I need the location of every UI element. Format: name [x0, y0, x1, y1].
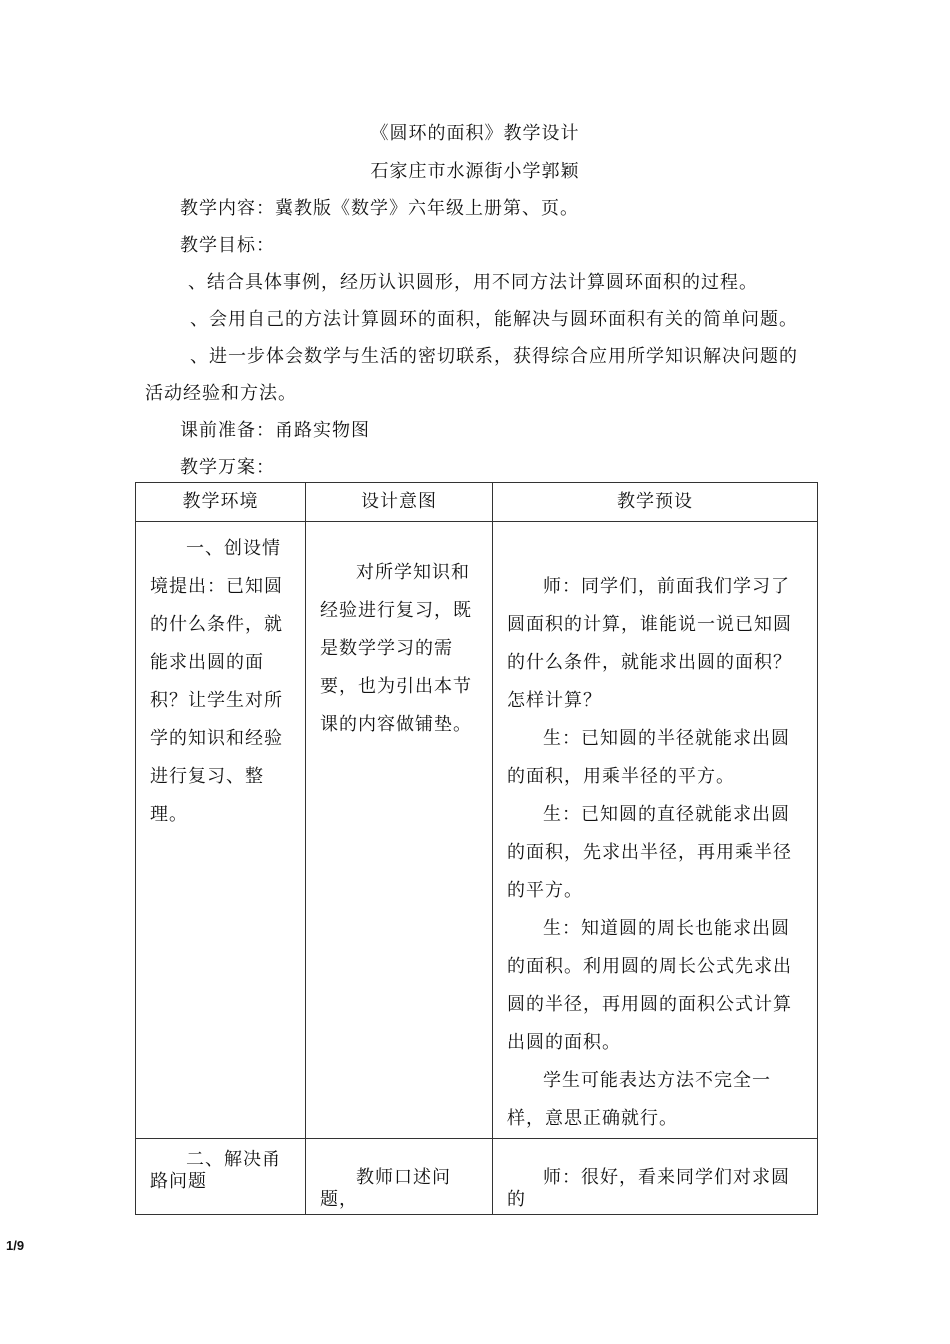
row2-intent-cell: [306, 1139, 493, 1215]
row1-environment-text: 一、创设情境提出：已知圆的什么条件，就能求出圆的面积？让学生对所学的知识和经验进行复习、整理。: [150, 538, 283, 825]
dialogue-teacher: 师：同学们，前面我们学习了圆面积的计算，谁能说一说已知圆的什么条件，就能求出圆的面积？怎样计算？: [507, 576, 792, 711]
teaching-plan-table: [135, 482, 818, 1215]
row2-preset-text: 师：很好，看来同学们对求圆的: [507, 1167, 790, 1210]
header-intent: 设计意图: [306, 483, 493, 522]
page-number: 1/9: [6, 1238, 25, 1253]
row2-environment-cell: [136, 1139, 306, 1215]
row2-environment-text: 二、解决甬路问题: [150, 1149, 281, 1192]
doc-title: 《圆环的面积》教学设计: [370, 123, 580, 144]
row1-environment-cell: [136, 522, 306, 1139]
doc-author: 石家庄市水源街小学郭颖: [370, 161, 580, 182]
teaching-content: 教学内容：冀教版《数学》六年级上册第、页。: [180, 198, 579, 219]
row1-intent-text: 对所学知识和经验进行复习，既是数学学习的需要，也为引出本节课的内容做铺垫。: [320, 562, 472, 735]
header-environment: 教学环境: [136, 483, 306, 522]
goals-heading: 教学目标：: [180, 235, 275, 256]
row2-intent-text: 教师口述问题，: [320, 1167, 451, 1210]
dialogue-student-3: 生：知道圆的周长也能求出圆的面积。利用圆的周长公式先求出圆的半径，再用圆的面积公式计算出圆的面积。: [507, 918, 792, 1053]
row1-preset-cell: [493, 522, 818, 1139]
table-row: [136, 1139, 818, 1215]
preparation: 课前准备：甬路实物图: [180, 420, 370, 441]
dialogue-note: 学生可能表达方法不完全一样，意思正确就行。: [507, 1070, 771, 1129]
goal-1: 、结合具体事例，经历认识圆形，用不同方法计算圆环面积的过程。: [188, 272, 758, 293]
dialogue-student-1: 生：已知圆的半径就能求出圆的面积，用乘半径的平方。: [507, 728, 790, 787]
goal-2: 、会用自己的方法计算圆环的面积，能解决与圆环面积有关的简单问题。: [190, 309, 798, 330]
table-row: [136, 522, 818, 1139]
goal-3-cont: 活动经验和方法。: [145, 383, 297, 404]
row1-intent-cell: [306, 522, 493, 1139]
table-header-row: [136, 483, 818, 522]
header-preset: 教学预设: [493, 483, 818, 522]
dialogue-student-2: 生：已知圆的直径就能求出圆的面积，先求出半径，再用乘半径的平方。: [507, 804, 792, 901]
row2-preset-cell: [493, 1139, 818, 1215]
goal-3: 、进一步体会数学与生活的密切联系，获得综合应用所学知识解决问题的: [190, 346, 798, 367]
plan-heading: 教学万案：: [180, 457, 275, 478]
